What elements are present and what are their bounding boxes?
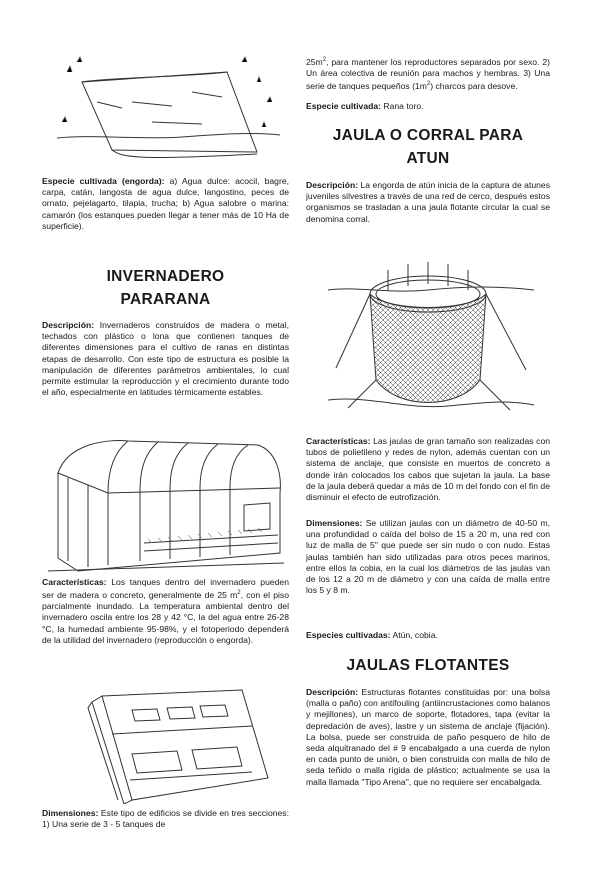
invernadero-dimensions: Dimensiones: Este tipo de edificios se divide en tres secciones: 1) Una serie de 3 - 5 tanques de xyxy=(42,808,289,830)
greenhouse-illustration xyxy=(48,433,284,575)
section-title-invernadero: INVERNADERO xyxy=(106,268,225,285)
superscript: 2 xyxy=(426,81,431,88)
tuna-dimensions: Dimensiones: Se utilizan jaulas con un diámetro de 40-50 m, una profundidad o caída del bolso de 15 a 20 m, una red con luz de malla de 5" que puede ser sin nudo o con nudo. Estas jaulas también han sido utilizadas para otros peces marinos, entre ellos la cobia, en la cual los diámetros de las jaulas van de los 12 a 20 m de diámetro y con una caída de malla entre los 5 y 8 m. xyxy=(306,518,550,596)
section-title-jaulas-flotantes: JAULAS FLOTANTES xyxy=(346,657,510,674)
section-title-jaula-atun: JAULA O CORRAL PARA xyxy=(332,127,524,144)
pond-species-caption: Especie cultivada (engorda): a) Agua dulce: acocil, bagre, carpa, catán, langosta de agua dulce, langostino, peces de ornato, pejelagarto, tilapia, trucha; b) Agua salobre o marina: camarón (los estanques pueden llegar a tener más de 10 Ha de superficie). xyxy=(42,176,289,231)
section-title-pararana: PARARANA xyxy=(120,291,211,308)
invernadero-description: Descripción: Invernaderos construidos de madera o metal, techados con plástico o lona que contienen tanques de diferentes dimensiones para el cultivo de ranas en distintas etapas de desarrollo. Con este tipo de estructura es posible la manipulación de diferentes parámetros ambientales, lo cual permite estimular la reproducción y el crecimiento durante todo el año, especialmente en latitudes térmicamente estables. xyxy=(42,320,289,398)
superscript: 2 xyxy=(322,57,327,63)
tuna-cage-illustration xyxy=(328,250,534,422)
invernadero-characteristics: Características: Los tanques dentro del invernadero pueden ser de madera o concreto, generalmente de 25 $m^2$, con el piso parcialmente inundado. La temperatura ambiental dentro del invernadero oscila entre los 28 y 42 °C, la del agua entre 26-28 °C, la humedad ambiente 95-98%, y el fotoperiodo dependerá de la utilidad del invernadero (reproducción o engorda). xyxy=(42,577,289,645)
superscript: 2 xyxy=(237,590,241,597)
pond-illustration xyxy=(52,42,284,172)
tuna-species: Especies cultivadas: Atún, cobia. xyxy=(306,630,438,640)
section-title-atun: ATUN xyxy=(406,150,450,167)
tank-layout-illustration xyxy=(72,688,272,804)
tuna-characteristics: Características: Las jaulas de gran tamaño son realizadas con tubos de polietileno y redes de nylon, además cuentan con un sistema de anclaje, que consiste en muertos de concreto a donde irán colocados los cabos que sujetan la jaula. La base de la jaula deberá quedar a más de 10 m del fondo con el fin de disminuir el efecto de eutrofización. xyxy=(306,436,550,503)
continued-text: $25m^2$, para mantener los reproductores separados por sexo. 2) Un área colectiva de reunión para machos y hembras. 3) Una serie de tanques pequeños $(1m^2)$ charcos para desove. xyxy=(306,56,550,92)
frog-species: Especie cultivada: Rana toro. xyxy=(306,101,424,111)
floating-cages-description: Descripción: Estructuras flotantes constituidas por: una bolsa (malla o paño) con antifouling (antiincrustaciones como balanos y mejillones), un marco de soporte, flotadores, tapa (evitar la depredación de aves), lastre y un sistema de anclaje (fijación). La bolsa, puede ser construida de paño pesquero de hilo de seda alquitranado del # 9 encabalgado a una cuerda de nylon en cada punto de unión, o bien construida con malla de hilo de seda teñido o malla rígida de plástico; actualmente se usa la malla llamada "Tipo Arena", que no requiere ser encabalgada. xyxy=(306,687,550,787)
tuna-description: Descripción: La engorda de atún inicia de la captura de atunes juveniles silvestres a través de una red de cerco, después estos organismos se trasladan a una jaula flotante circular la cual se denomina corral. xyxy=(306,180,550,224)
